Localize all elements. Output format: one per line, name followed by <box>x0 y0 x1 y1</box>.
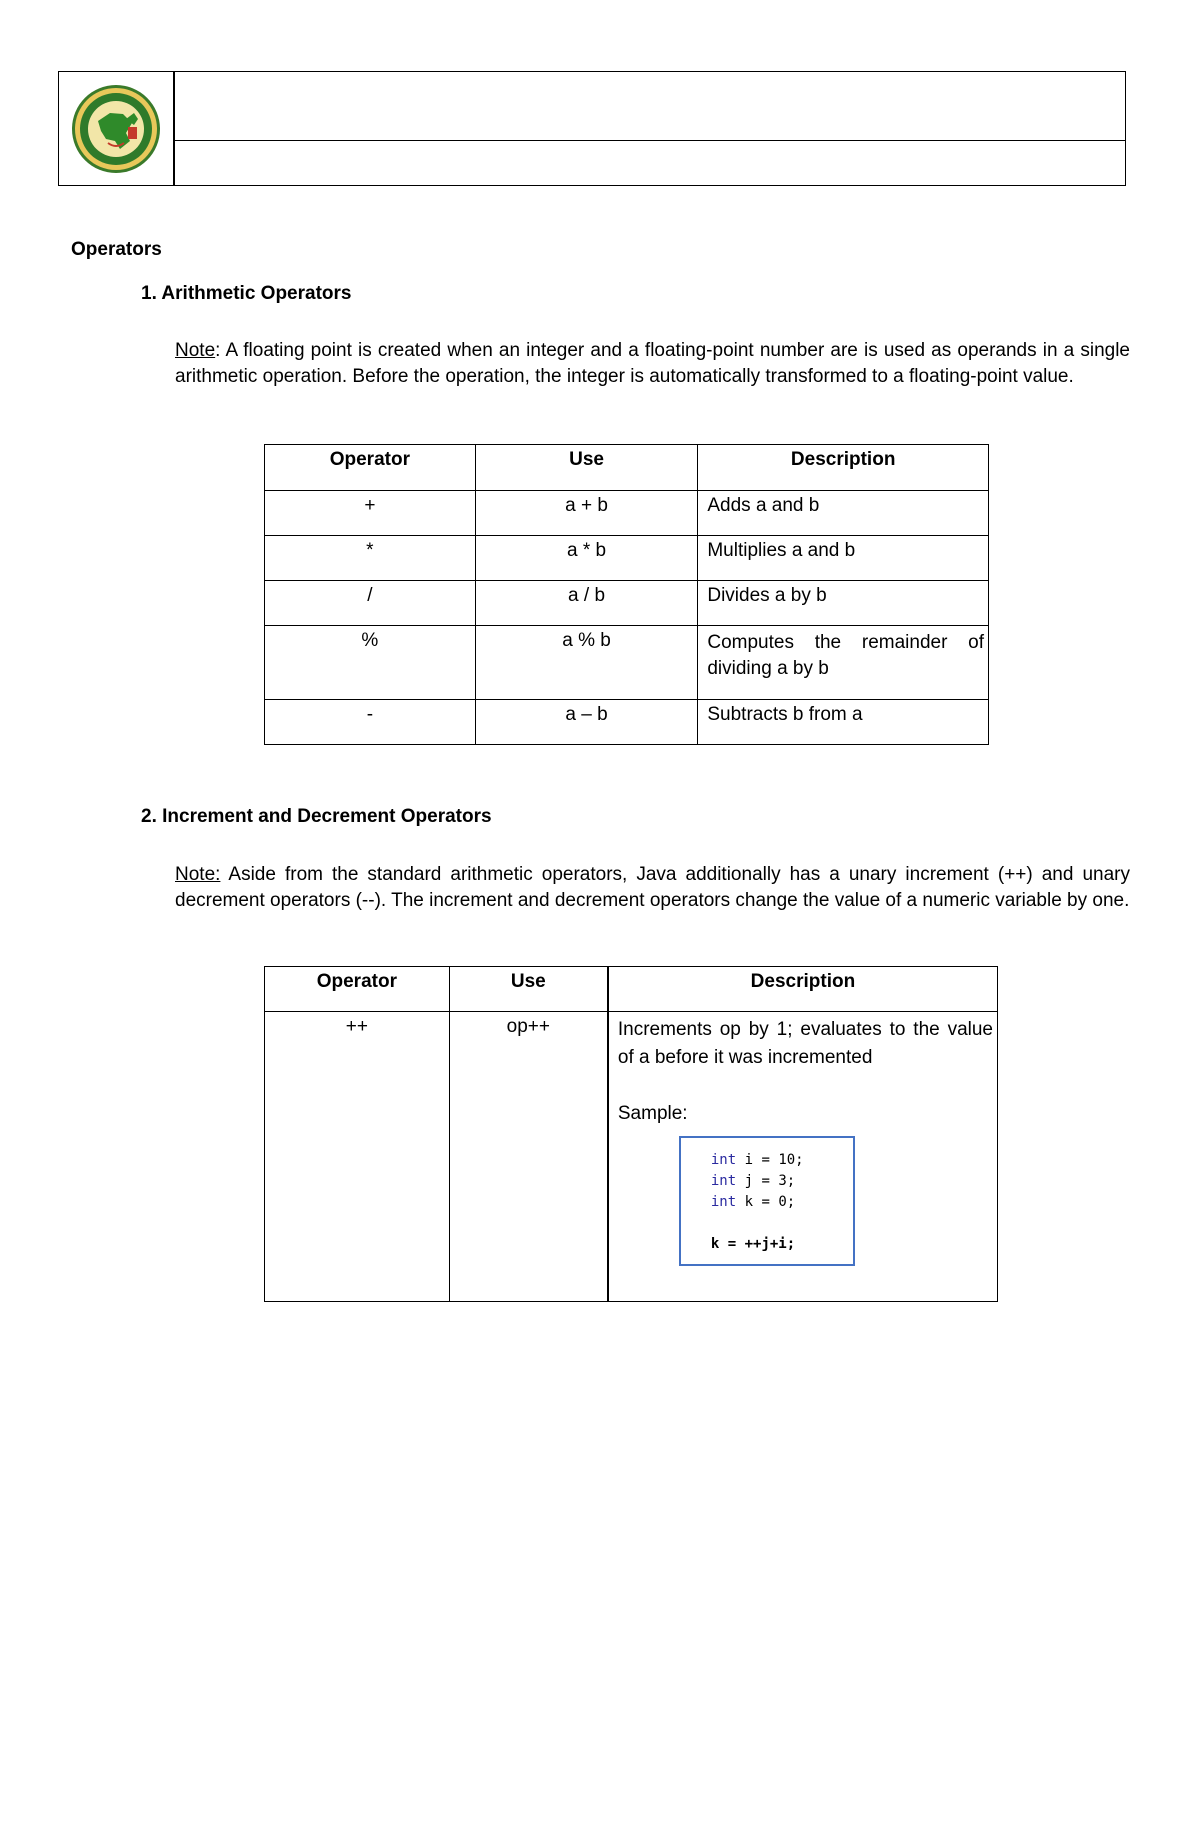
increment-note <box>175 862 1130 913</box>
operator-cell: * <box>265 536 476 581</box>
code-line <box>711 1171 853 1192</box>
column-header: Operator <box>265 445 476 491</box>
increment-operators-table <box>264 966 998 1302</box>
description-cell: Divides a by b <box>698 581 989 626</box>
operator-cell: % <box>265 626 476 700</box>
use-cell: op++ <box>449 1012 608 1302</box>
note-text: Aside from the standard arithmetic operators, Java additionally has a unary increment (++) and unary decrement operators (--). The increment and decrement operators change the value of a numeric variable by one. <box>175 864 1130 911</box>
column-header: Operator <box>265 967 450 1012</box>
page-heading: Operators <box>71 239 162 260</box>
use-cell: a / b <box>475 581 698 626</box>
description-cell: Adds a and b <box>698 491 989 536</box>
note-label: Note: <box>175 864 221 885</box>
arithmetic-operators-table <box>264 444 989 745</box>
use-cell: a + b <box>475 491 698 536</box>
table-row <box>265 536 989 581</box>
description-cell: Subtracts b from a <box>698 700 989 745</box>
code-line <box>711 1192 853 1213</box>
section-title-increment: 2. Increment and Decrement Operators <box>141 806 492 827</box>
code-line <box>711 1150 853 1171</box>
sample-label: Sample: <box>617 1103 688 1124</box>
use-cell: a – b <box>475 700 698 745</box>
use-cell: a * b <box>475 536 698 581</box>
table-row <box>265 581 989 626</box>
use-cell: a % b <box>475 626 698 700</box>
note-label: Note <box>175 340 216 361</box>
description-cell <box>608 1012 998 1302</box>
code-text: i = 10; <box>736 1152 804 1168</box>
code-sample <box>679 1136 855 1266</box>
table-header-row <box>265 967 998 1012</box>
table-row <box>265 700 989 745</box>
column-header: Use <box>449 967 608 1012</box>
code-text: j = 3; <box>736 1173 796 1189</box>
arithmetic-note <box>175 338 1130 389</box>
column-header: Description <box>698 445 989 491</box>
table-row <box>265 491 989 536</box>
university-seal-logo <box>68 83 164 175</box>
operator-cell: + <box>265 491 476 536</box>
section-title-arithmetic: 1. Arithmetic Operators <box>141 283 352 304</box>
code-line <box>711 1213 853 1234</box>
column-header: Description <box>608 967 998 1012</box>
operator-cell: - <box>265 700 476 745</box>
description-text: Increments op by 1; evaluates to the value of a before it was incremented <box>617 1019 993 1068</box>
column-header: Use <box>475 445 698 491</box>
header-divider <box>175 140 1125 141</box>
code-text: k = ++j+i; <box>710 1236 796 1252</box>
description-cell: Computes the remainder of dividing a by b <box>698 626 989 700</box>
operator-cell: / <box>265 581 476 626</box>
code-text: k = 0; <box>736 1194 796 1210</box>
code-keyword: int <box>710 1173 737 1189</box>
code-keyword: int <box>710 1194 737 1210</box>
table-header-row <box>265 445 989 491</box>
code-line <box>711 1234 853 1255</box>
table-row <box>265 1012 998 1302</box>
document-header <box>58 71 1126 186</box>
code-keyword: int <box>710 1152 737 1168</box>
operator-cell: ++ <box>265 1012 450 1302</box>
table-row <box>265 626 989 700</box>
description-cell: Multiplies a and b <box>698 536 989 581</box>
note-text: : A floating point is created when an integer and a floating-point number are is used as operands in a single arithmetic operation. Before the operation, the integer is automatically transformed to a floating-point value. <box>175 340 1130 387</box>
logo-cell <box>59 72 175 185</box>
